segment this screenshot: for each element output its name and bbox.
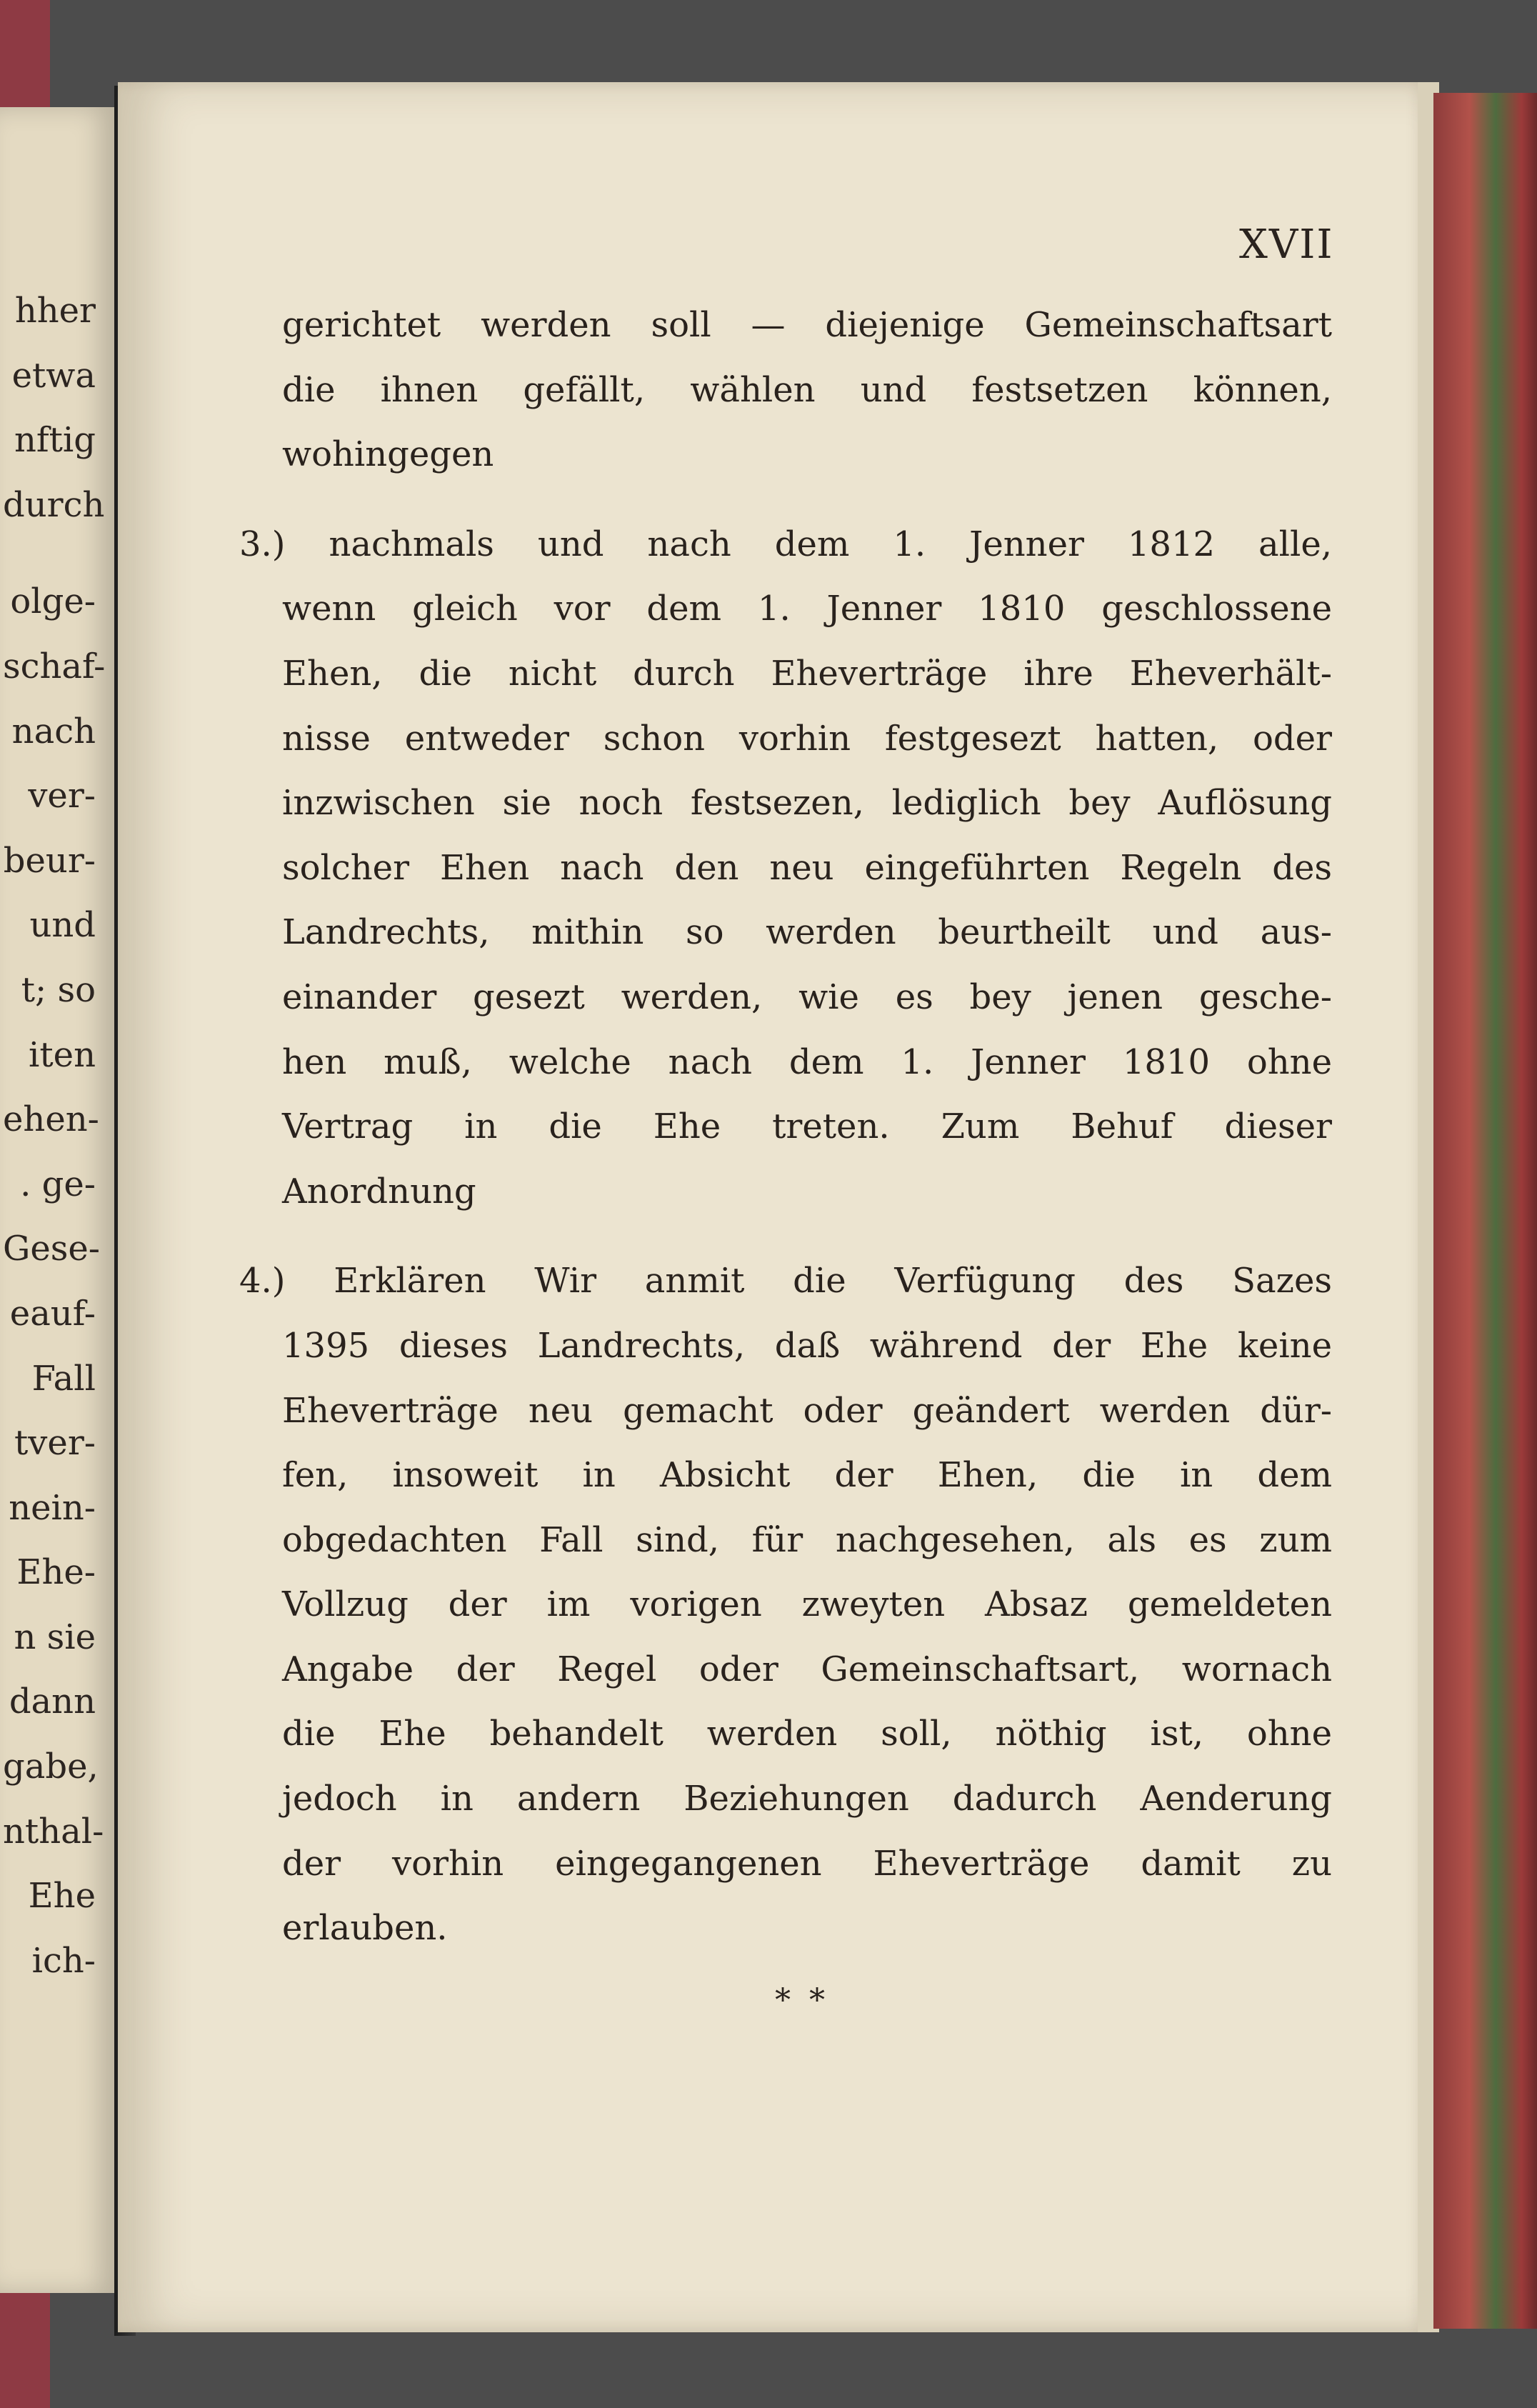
facing-page-fragment: beur-	[3, 840, 96, 881]
facing-page-fragment: Ehe-	[16, 1552, 96, 1593]
facing-page	[0, 107, 114, 2293]
text-line: Landrechts, mithin so werden beurtheilt und aus-	[282, 912, 1332, 953]
facing-page-fragment: Gese-	[3, 1229, 101, 1269]
text-line: Angabe der Regel oder Gemeinschaftsart, wornach	[282, 1649, 1332, 1689]
text-line: erlauben.	[282, 1908, 448, 1949]
text-line: obgedachten Fall sind, für nachgesehen, als es zum	[282, 1519, 1332, 1560]
facing-page-fragment: ehen-	[3, 1099, 99, 1140]
facing-page-fragment: und	[29, 905, 96, 946]
facing-page-fragment: nftig	[14, 420, 96, 461]
text-line: jedoch in andern Beziehungen dadurch Aenderung	[282, 1779, 1332, 1819]
facing-page-fragment: Fall	[31, 1358, 96, 1399]
text-line: einander gesezt werden, wie es bey jenen gesche-	[282, 976, 1332, 1017]
facing-page-fragment: t; so	[21, 969, 96, 1010]
text-line: der vorhin eingegangenen Eheverträge damit zu	[282, 1843, 1332, 1884]
facing-page-fragment: dann	[9, 1682, 96, 1722]
facing-page-fragment: schaf-	[3, 646, 106, 686]
right-book-cover	[1433, 93, 1537, 2329]
text-line: nisse entweder schon vorhin festgesezt hatten, oder	[282, 718, 1332, 759]
text-line: wenn gleich vor dem 1. Jenner 1810 geschlossene	[282, 589, 1332, 629]
facing-page-fragment: hher	[14, 291, 96, 331]
facing-page-fragment: iten	[29, 1034, 96, 1075]
facing-page-fragment: nach	[11, 711, 96, 751]
text-line: 1395 dieses Landrechts, daß während der Ehe keine	[282, 1325, 1332, 1366]
text-line: 3.) nachmals und nach dem 1. Jenner 1812 alle,	[239, 524, 1332, 564]
facing-page-fragment: ver-	[28, 776, 96, 816]
page-body-text	[239, 293, 1332, 1961]
page-number: XVII	[1239, 221, 1334, 268]
facing-page-fragment: etwa	[11, 355, 96, 396]
text-line: 4.) Erklären Wir anmit die Verfügung des Sazes	[239, 1261, 1332, 1302]
text-line: Eheverträge neu gemacht oder geändert werden dür-	[282, 1390, 1332, 1431]
text-line: fen, insoweit in Absicht der Ehen, die in dem	[282, 1455, 1332, 1496]
text-line: Vollzug der im vorigen zweyten Absaz gemeldeten	[282, 1584, 1332, 1625]
text-line: Anordnung	[282, 1171, 476, 1212]
facing-page-fragment: . ge-	[20, 1164, 96, 1204]
facing-page-fragment: n sie	[14, 1617, 96, 1657]
closing-mark: * *	[775, 1982, 829, 2019]
text-line: solcher Ehen nach den neu eingeführten Regeln des	[282, 847, 1332, 888]
facing-page-fragment: Ehe	[28, 1876, 96, 1917]
text-line: die Ehe behandelt werden soll, nöthig ist, ohne	[282, 1714, 1332, 1754]
facing-page-fragment: gabe,	[3, 1747, 99, 1787]
text-line: Vertrag in die Ehe treten. Zum Behuf dieser	[282, 1106, 1332, 1147]
text-line: hen muß, welche nach dem 1. Jenner 1810 ohne	[282, 1041, 1332, 1082]
facing-page-fragment: olge-	[10, 581, 96, 622]
book-page	[118, 82, 1425, 2332]
text-line: wohingegen	[282, 434, 494, 475]
facing-page-fragment	[3, 537, 110, 569]
facing-page-fragment: tver-	[14, 1423, 96, 1464]
facing-page-text-fragments	[3, 279, 110, 1993]
text-line: gerichtet werden soll — diejenige Gemeinschaftsart	[282, 305, 1332, 345]
text-line: die ihnen gefällt, wählen und festsetzen können,	[282, 369, 1332, 410]
facing-page-fragment: ich-	[31, 1940, 96, 1981]
facing-page-fragment: eauf-	[9, 1293, 96, 1334]
facing-page-fragment: durch	[3, 484, 105, 525]
facing-page-fragment: nthal-	[3, 1811, 104, 1852]
text-line: inzwischen sie noch festsezen, lediglich bey Auflösung	[282, 783, 1332, 824]
facing-page-fragment: nein-	[9, 1487, 96, 1528]
text-line: Ehen, die nicht durch Eheverträge ihre Eheverhält-	[282, 653, 1332, 694]
